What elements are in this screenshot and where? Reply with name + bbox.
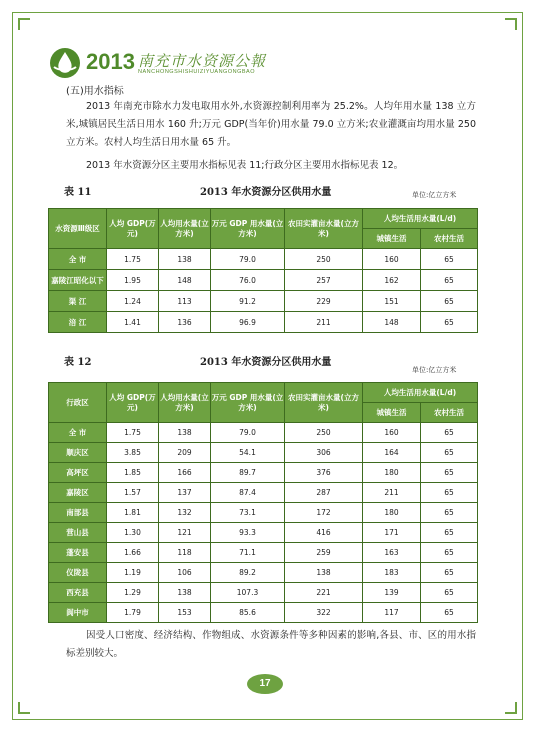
cell-irrigation: 211 [285,312,363,333]
cell-per-gdp: 91.2 [211,291,285,312]
paragraph-conclusion: 因受人口密度、经济结构、作物组成、水资源条件等多种因素的影响,各县、市、区的用水指标差别较大。 [66,630,476,659]
corner-ornament [18,18,30,30]
cell-urban: 160 [363,249,421,270]
table-row [49,423,478,443]
col-header-living: 人均生活用水量(L/d) [363,383,478,403]
logo-subtitle: NANCHONGSHISHUIZIYUANGONGBAO [138,69,255,75]
paragraph-summary: 2013 年南充市除水力发电取用水外,水资源控制利用率为 25.2%。人均年用水量 138 立方米,城镇居民生活日用水 160 升;万元 GDP(当年价)用水量 79.0 立方米;农业灌溉亩均用水量 250 立方米。农村人均生活日用水量 65 升。 [66,101,476,148]
cell-rural: 65 [421,249,478,270]
cell-urban: 163 [363,543,421,563]
water-drop-logo-icon [48,46,82,80]
cell-gdp: 1.41 [107,312,159,333]
row-region-name: 高坪区 [49,463,107,483]
cell-gdp: 3.85 [107,443,159,463]
table11-title: 2013 年水资源分区供用水量 [200,187,332,198]
table-water-resource-regions [48,208,478,333]
cell-per-gdp: 79.0 [211,249,285,270]
col-header-gdp: 人均 GDP(万元) [107,209,159,249]
cell-per-capita: 132 [159,503,211,523]
cell-gdp: 1.19 [107,563,159,583]
table11-unit: 单位:亿立方米 [412,191,457,199]
cell-rural: 65 [421,443,478,463]
cell-irrigation: 257 [285,270,363,291]
col-header-irrigation: 农田实灌亩水量(立方米) [285,383,363,423]
row-region-name: 南部县 [49,503,107,523]
cell-gdp: 1.66 [107,543,159,563]
cell-urban: 148 [363,312,421,333]
cell-per-capita: 166 [159,463,211,483]
cell-gdp: 1.85 [107,463,159,483]
cell-gdp: 1.79 [107,603,159,623]
logo-year: 2013 [86,49,135,74]
cell-irrigation: 259 [285,543,363,563]
cell-irrigation: 322 [285,603,363,623]
cell-irrigation: 229 [285,291,363,312]
corner-ornament [18,702,30,714]
cell-urban: 139 [363,583,421,603]
cell-per-capita: 138 [159,249,211,270]
cell-per-gdp: 79.0 [211,423,285,443]
col-header-per-gdp: 万元 GDP 用水量(立方米) [211,383,285,423]
row-region-name: 嘉陵区 [49,483,107,503]
section-title: (五)用水指标 [66,86,124,97]
cell-rural: 65 [421,543,478,563]
cell-gdp: 1.29 [107,583,159,603]
table-row [49,249,478,270]
report-logo [48,46,278,86]
row-region-name: 全 市 [49,249,107,270]
cell-gdp: 1.95 [107,270,159,291]
cell-irrigation: 306 [285,443,363,463]
corner-ornament [505,702,517,714]
cell-irrigation: 416 [285,523,363,543]
row-region-name: 蓬安县 [49,543,107,563]
col-header-rural: 农村生活 [421,403,478,423]
cell-rural: 65 [421,423,478,443]
cell-per-gdp: 93.3 [211,523,285,543]
table-administrative-regions [48,382,478,623]
cell-per-capita: 121 [159,523,211,543]
row-region-name: 仪陇县 [49,563,107,583]
table-row [49,583,478,603]
cell-urban: 160 [363,423,421,443]
paragraph-table-reference: 2013 年水资源分区主要用水指标见表 11;行政分区主要用水指标见表 12。 [86,160,404,171]
cell-per-gdp: 76.0 [211,270,285,291]
row-region-name: 全 市 [49,423,107,443]
cell-per-capita: 153 [159,603,211,623]
cell-urban: 180 [363,463,421,483]
row-region-name: 营山县 [49,523,107,543]
cell-rural: 65 [421,483,478,503]
cell-urban: 164 [363,443,421,463]
table-row [49,543,478,563]
cell-irrigation: 376 [285,463,363,483]
cell-per-capita: 148 [159,270,211,291]
table12-title: 2013 年水资源分区供用水量 [200,357,332,368]
cell-irrigation: 221 [285,583,363,603]
cell-per-gdp: 71.1 [211,543,285,563]
cell-per-gdp: 89.7 [211,463,285,483]
cell-irrigation: 287 [285,483,363,503]
cell-rural: 65 [421,463,478,483]
cell-urban: 183 [363,563,421,583]
cell-per-gdp: 87.4 [211,483,285,503]
cell-per-gdp: 73.1 [211,503,285,523]
col-header-irrigation: 农田实灌亩水量(立方米) [285,209,363,249]
cell-rural: 65 [421,583,478,603]
cell-per-capita: 106 [159,563,211,583]
table-row [49,563,478,583]
row-region-name: 西充县 [49,583,107,603]
cell-irrigation: 250 [285,249,363,270]
cell-per-gdp: 54.1 [211,443,285,463]
cell-urban: 162 [363,270,421,291]
cell-rural: 65 [421,312,478,333]
cell-per-capita: 138 [159,423,211,443]
cell-irrigation: 172 [285,503,363,523]
cell-per-gdp: 96.9 [211,312,285,333]
cell-irrigation: 138 [285,563,363,583]
cell-per-gdp: 107.3 [211,583,285,603]
row-region-name: 嘉陵江昭化以下 [49,270,107,291]
col-header-urban: 城镇生活 [363,229,421,249]
col-header-gdp: 人均 GDP(万元) [107,383,159,423]
cell-gdp: 1.30 [107,523,159,543]
cell-per-capita: 136 [159,312,211,333]
cell-gdp: 1.75 [107,249,159,270]
cell-per-gdp: 89.2 [211,563,285,583]
cell-rural: 65 [421,503,478,523]
table-row [49,291,478,312]
cell-rural: 65 [421,270,478,291]
cell-urban: 151 [363,291,421,312]
table-row [49,523,478,543]
cell-rural: 65 [421,603,478,623]
row-region-name: 涪 江 [49,312,107,333]
cell-gdp: 1.57 [107,483,159,503]
table-row [49,603,478,623]
col-header-region: 行政区 [49,383,107,423]
cell-urban: 117 [363,603,421,623]
table-row [49,463,478,483]
cell-urban: 171 [363,523,421,543]
cell-rural: 65 [421,563,478,583]
cell-rural: 65 [421,291,478,312]
table-row [49,270,478,291]
col-header-per-gdp: 万元 GDP 用水量(立方米) [211,209,285,249]
cell-rural: 65 [421,523,478,543]
col-header-rural: 农村生活 [421,229,478,249]
col-header-per-capita: 人均用水量(立方米) [159,209,211,249]
table-row [49,503,478,523]
table-row [49,312,478,333]
table12-number: 表 12 [64,357,92,368]
table11-number: 表 11 [64,187,92,198]
cell-irrigation: 250 [285,423,363,443]
col-header-per-capita: 人均用水量(立方米) [159,383,211,423]
cell-per-capita: 137 [159,483,211,503]
col-header-urban: 城镇生活 [363,403,421,423]
row-region-name: 阆中市 [49,603,107,623]
table-row [49,483,478,503]
table12-unit: 单位:亿立方米 [412,366,457,374]
cell-per-capita: 209 [159,443,211,463]
cell-per-gdp: 85.6 [211,603,285,623]
page-number: 17 [247,674,283,694]
col-header-region: 水资源Ⅲ级区 [49,209,107,249]
cell-per-capita: 138 [159,583,211,603]
cell-urban: 211 [363,483,421,503]
cell-urban: 180 [363,503,421,523]
row-region-name: 顺庆区 [49,443,107,463]
cell-per-capita: 113 [159,291,211,312]
corner-ornament [505,18,517,30]
table-row [49,443,478,463]
row-region-name: 渠 江 [49,291,107,312]
cell-gdp: 1.75 [107,423,159,443]
cell-gdp: 1.24 [107,291,159,312]
cell-gdp: 1.81 [107,503,159,523]
col-header-living: 人均生活用水量(L/d) [363,209,478,229]
cell-per-capita: 118 [159,543,211,563]
logo-title: 南充市水资源公報 [138,54,267,70]
